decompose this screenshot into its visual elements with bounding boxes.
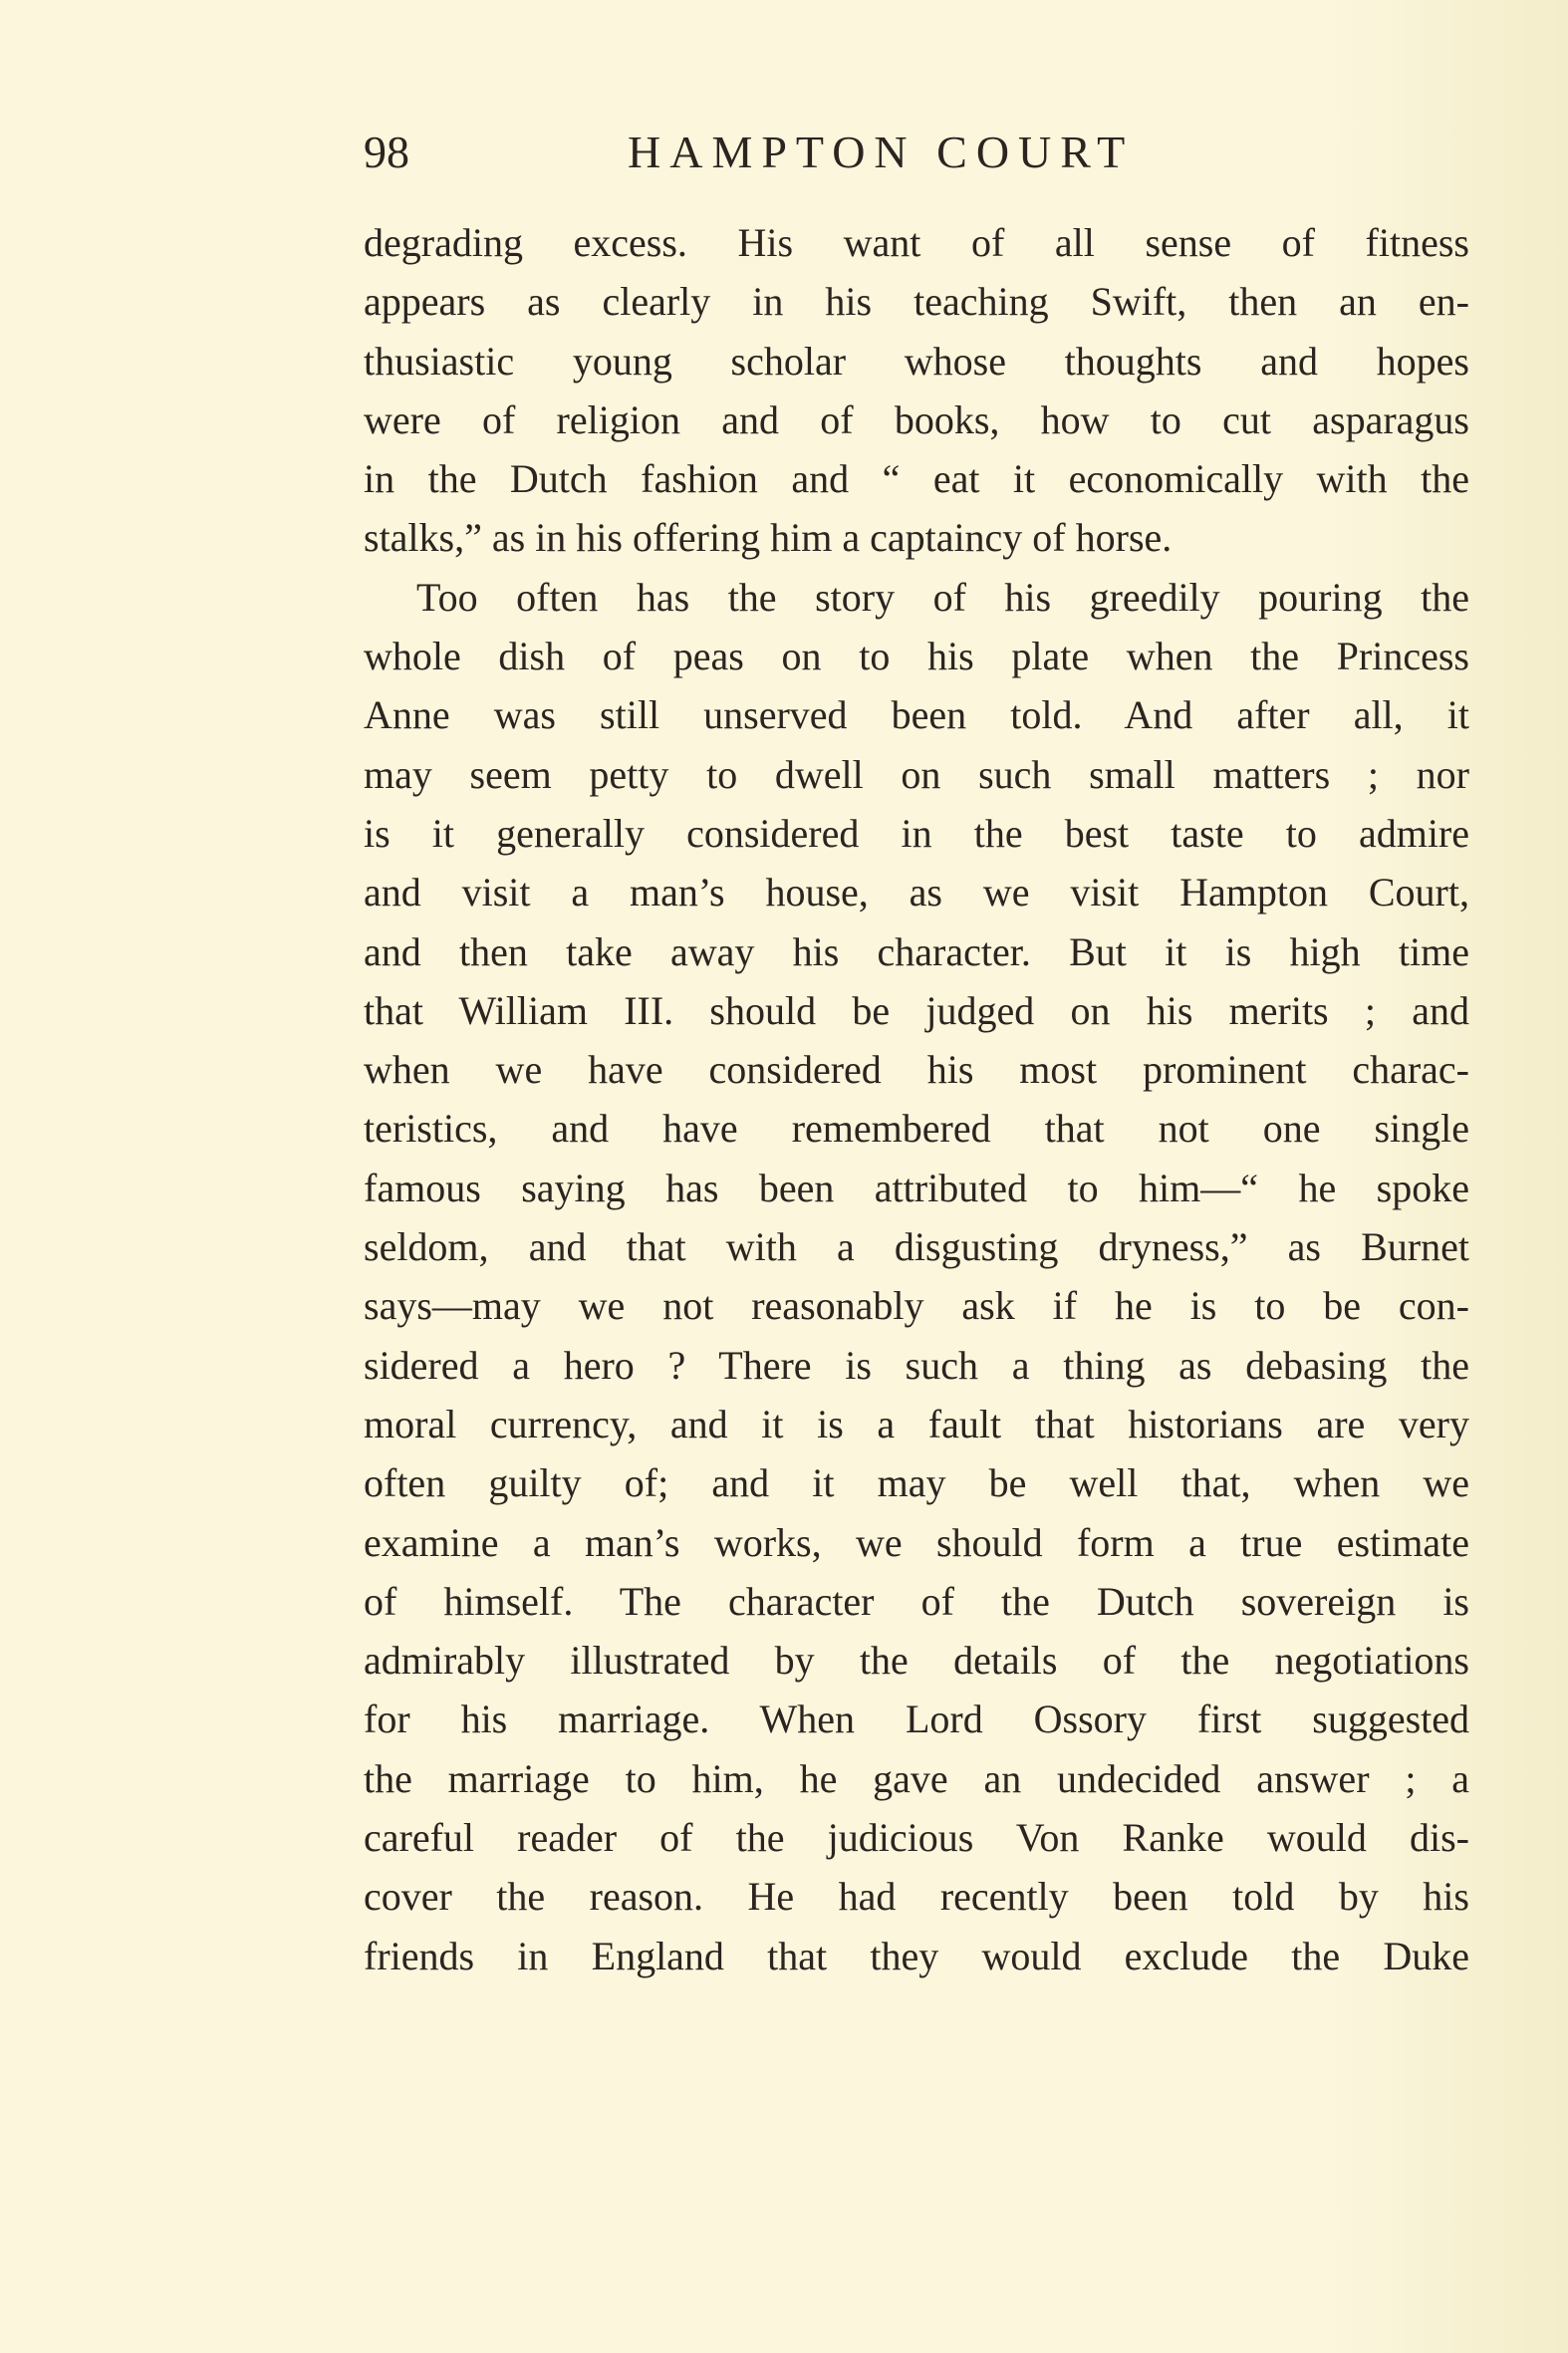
- text-line: were of religion and of books, how to cut asparagus: [364, 396, 1469, 442]
- text-line: stalks,” as in his offering him a captaincy of horse.: [364, 515, 1173, 561]
- body-text: [364, 213, 1469, 1985]
- text-line: Too often has the story of his greedily pouring the: [416, 574, 1469, 620]
- running-title: HAMPTON COURT: [628, 127, 1135, 177]
- text-line: degrading excess. His want of all sense of fitness: [364, 220, 1469, 265]
- text-line: seldom, and that with a disgusting dryness,” as Burnet: [364, 1224, 1469, 1270]
- text-line: says—may we not reasonably ask if he is to be con-: [364, 1283, 1469, 1329]
- text-line: that William III. should be judged on his merits ; and: [364, 987, 1469, 1033]
- text-line: of himself. The character of the Dutch sovereign is: [364, 1578, 1469, 1624]
- page-header: [364, 118, 1469, 187]
- text-line: friends in England that they would exclude the Duke: [364, 1933, 1469, 1978]
- text-line: cover the reason. He had recently been told by his: [364, 1874, 1469, 1920]
- text-line: the marriage to him, he gave an undecided answer ; a: [364, 1755, 1469, 1801]
- text-line: is it generally considered in the best taste to admire: [364, 810, 1469, 856]
- text-line: and visit a man’s house, as we visit Hampton Court,: [364, 870, 1469, 915]
- text-line: thusiastic young scholar whose thoughts and hopes: [364, 338, 1469, 384]
- text-line: may seem petty to dwell on such small matters ; nor: [364, 751, 1469, 797]
- text-line: whole dish of peas on to his plate when the Princess: [364, 634, 1469, 679]
- page-number: 98: [364, 127, 409, 177]
- text-line: often guilty of; and it may be well that, when we: [364, 1460, 1469, 1506]
- text-line: careful reader of the judicious Von Ranke would dis-: [364, 1815, 1469, 1861]
- text-line: sidered a hero ? There is such a thing as debasing the: [364, 1342, 1469, 1388]
- text-line: in the Dutch fashion and “ eat it economically with the: [364, 456, 1469, 502]
- text-line: Anne was still unserved been told. And after all, it: [364, 692, 1469, 738]
- text-line: appears as clearly in his teaching Swift, then an en-: [364, 279, 1469, 325]
- text-line: for his marriage. When Lord Ossory first suggested: [364, 1697, 1469, 1742]
- text-line: famous saying has been attributed to him—“ he spoke: [364, 1165, 1469, 1210]
- text-line: moral currency, and it is a fault that historians are very: [364, 1401, 1469, 1446]
- text-line: examine a man’s works, we should form a true estimate: [364, 1519, 1469, 1565]
- text-line: when we have considered his most prominent charac-: [364, 1047, 1469, 1093]
- text-line: admirably illustrated by the details of the negotiations: [364, 1638, 1469, 1684]
- text-line: teristics, and have remembered that not one single: [364, 1106, 1469, 1152]
- text-line: and then take away his character. But it is high time: [364, 928, 1469, 974]
